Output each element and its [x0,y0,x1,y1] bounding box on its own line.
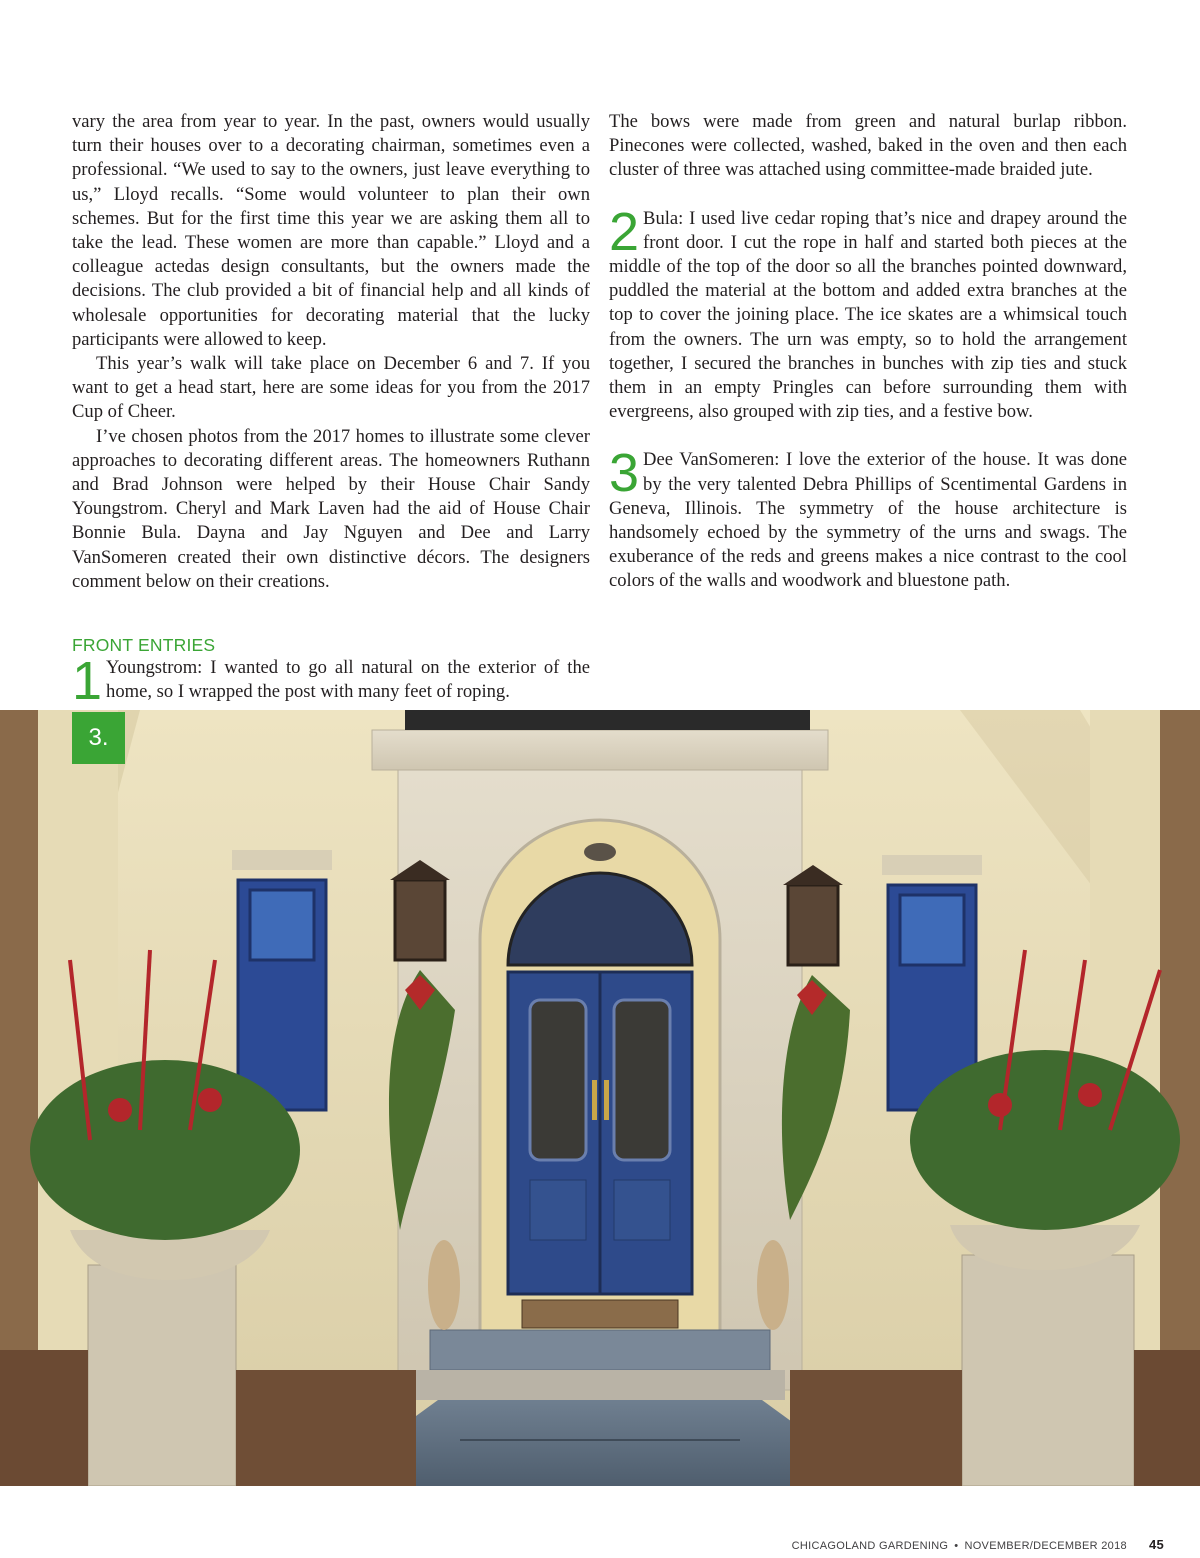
photo-number-badge: 3. [72,712,125,764]
lantern-right [783,865,843,965]
lantern-left [390,860,450,960]
body-paragraph: This year’s walk will take place on December 6 and 7. If you want to get a head start, here are some ideas for you from the 2017 Cup of Cheer. [72,353,590,423]
left-column [72,110,590,704]
drop-cap-number: 3 [609,448,640,504]
section-heading: FRONT ENTRIES [72,635,216,656]
drop-cap-number: 1 [72,656,103,705]
house-entrance-illustration [0,710,1200,1486]
entry-text: Youngstrom: I wanted to go all natural on the exterior of the home, so I wrapped the post with many feet of roping. [106,657,590,703]
page-footer [792,1537,1164,1552]
body-paragraph: I’ve chosen photos from the 2017 homes to illustrate some clever approaches to decorating different areas. The homeowners Ruthann and Brad Johnson were helped by their House Chair Sandy Youngstrom. Cheryl and Mark Laven had the aid of House Chair Bonnie Bula. Dayna and Jay Nguyen and Dee and Larry VanSomeren created their own distinctive décors. The designers comment below on their creations. [72,425,590,592]
entry-1 [72,656,590,704]
publication-name: CHICAGOLAND GARDENING [791,1540,949,1552]
body-paragraph: vary the area from year to year. In the past, owners would usually turn their houses over to a decorating chairman, sometimes even a professional. “We used to say to the owners, just leave everything to us,” Lloyd recalls. “Some would volunteer to plan their own schemes. But for the first time this year we are asking them all to take the lead. These women are more than capable.” Lloyd and a colleague actedas design consultants, but the owners made the decisions. The club provided a bit of financial help and all kinds of wholesale opportunities for decorating material that the lucky participants were allowed to keep. [72,111,590,350]
footer-separator: • [954,1540,959,1552]
issue-date: NOVEMBER/DECEMBER 2018 [964,1540,1127,1552]
entry-3 [609,448,1127,593]
body-paragraph: The bows were made from green and natural burlap ribbon. Pinecones were collected, washed, baked in the oven and then each cluster of three was attached using committee-made braided jute. [609,111,1127,181]
page-number: 45 [1148,1537,1164,1552]
right-column [609,110,1127,594]
entry-text: Dee VanSomeren: I love the exterior of the house. It was done by the very talented Debra Phillips of Scentimental Gardens in Geneva, Illinois. The symmetry of the house architecture is handsomely echoed by the symmetry of the urns and swags. The exuberance of the reds and greens makes a nice contrast to the cool colors of the walls and woodwork and bluestone path. [609,449,1127,592]
front-entry-photo [0,710,1200,1486]
entry-text: Bula: I used live cedar roping that’s nice and drapey around the front door. I cut the rope in half and started both pieces at the middle of the top of the door so all the branches pointed downward, puddled the material at the bottom and added extra branches at the top to cover the joining place. The ice skates are a whimsical touch from the owners. The urn was empty, so to hold the arrangement together, I secured the branches in bunches with zip ties and stuck them in an empty Pringles can before surrounding them with evergreens, also grouped with zip ties, and a festive bow. [609,207,1127,423]
entry-2 [609,207,1127,425]
drop-cap-number: 2 [609,206,640,262]
